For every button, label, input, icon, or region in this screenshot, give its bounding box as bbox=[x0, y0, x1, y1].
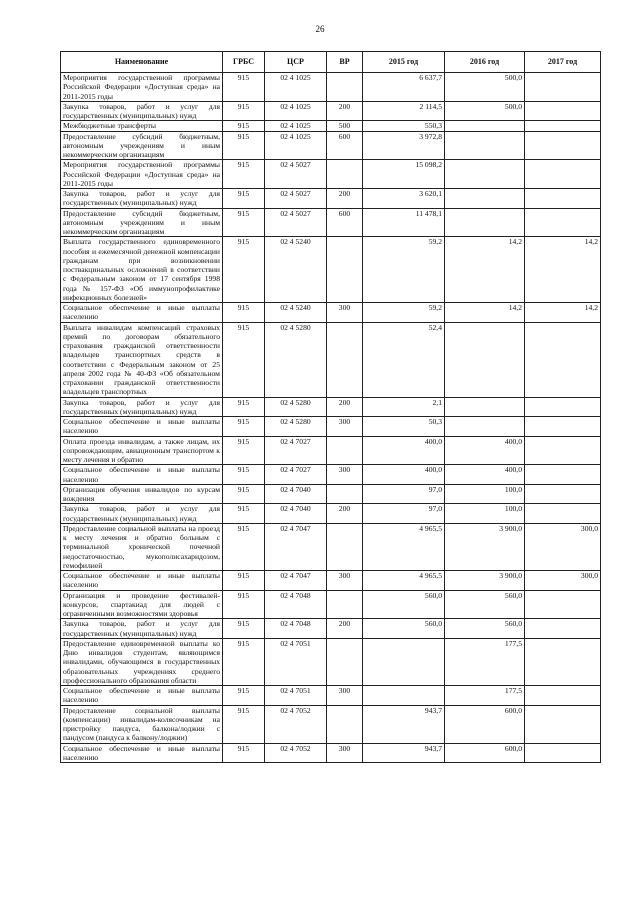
row-name: Оплата проезда инвалидам, а также лицам, их сопровождающим, авиационным транспортом к месту лечения и обратно bbox=[61, 436, 223, 465]
row-csr: 02 4 7048 bbox=[265, 619, 327, 639]
row-vr: 300 bbox=[327, 743, 363, 763]
row-csr: 02 4 5280 bbox=[265, 417, 327, 437]
row-grbs: 915 bbox=[223, 101, 265, 121]
row-grbs: 915 bbox=[223, 504, 265, 524]
table-row bbox=[61, 743, 601, 763]
table-row bbox=[61, 121, 601, 131]
row-grbs: 915 bbox=[223, 705, 265, 743]
row-csr: 02 4 7040 bbox=[265, 484, 327, 504]
table-row bbox=[61, 523, 601, 570]
row-2016: 14,2 bbox=[445, 303, 525, 323]
table-row bbox=[61, 303, 601, 323]
table-row bbox=[61, 73, 601, 102]
row-csr: 02 4 7051 bbox=[265, 686, 327, 706]
table-row bbox=[61, 189, 601, 209]
row-2017 bbox=[525, 131, 601, 160]
row-csr: 02 4 5027 bbox=[265, 208, 327, 237]
row-vr bbox=[327, 484, 363, 504]
row-vr: 300 bbox=[327, 465, 363, 485]
row-grbs: 915 bbox=[223, 638, 265, 685]
row-vr: 200 bbox=[327, 189, 363, 209]
table-row bbox=[61, 484, 601, 504]
row-2016 bbox=[445, 131, 525, 160]
row-2017: 14,2 bbox=[525, 303, 601, 323]
table-row bbox=[61, 160, 601, 189]
row-2017 bbox=[525, 73, 601, 102]
row-grbs: 915 bbox=[223, 131, 265, 160]
row-grbs: 915 bbox=[223, 571, 265, 591]
row-2016: 3 900,0 bbox=[445, 523, 525, 570]
row-csr: 02 4 7040 bbox=[265, 504, 327, 524]
table-row bbox=[61, 131, 601, 160]
row-name: Социальное обеспечение и иные выплаты населению bbox=[61, 417, 223, 437]
row-2017 bbox=[525, 417, 601, 437]
row-vr: 200 bbox=[327, 397, 363, 417]
table-row bbox=[61, 322, 601, 397]
row-grbs: 915 bbox=[223, 743, 265, 763]
row-2016: 177,5 bbox=[445, 686, 525, 706]
row-2017 bbox=[525, 101, 601, 121]
header-2015: 2015 год bbox=[363, 52, 445, 73]
row-name: Социальное обеспечение и иные выплаты населению bbox=[61, 303, 223, 323]
row-2016: 500,0 bbox=[445, 101, 525, 121]
row-grbs: 915 bbox=[223, 465, 265, 485]
row-grbs: 915 bbox=[223, 303, 265, 323]
row-vr: 600 bbox=[327, 208, 363, 237]
row-vr bbox=[327, 237, 363, 303]
table-row bbox=[61, 590, 601, 619]
row-csr: 02 4 7048 bbox=[265, 590, 327, 619]
row-grbs: 915 bbox=[223, 523, 265, 570]
row-vr bbox=[327, 322, 363, 397]
row-2015 bbox=[363, 686, 445, 706]
row-2017 bbox=[525, 590, 601, 619]
row-2017 bbox=[525, 397, 601, 417]
row-2015: 50,3 bbox=[363, 417, 445, 437]
row-2016 bbox=[445, 322, 525, 397]
row-2015: 3 972,8 bbox=[363, 131, 445, 160]
row-name: Социальное обеспечение и иные выплаты населению bbox=[61, 571, 223, 591]
row-2016: 177,5 bbox=[445, 638, 525, 685]
row-grbs: 915 bbox=[223, 121, 265, 131]
row-csr: 02 4 7052 bbox=[265, 705, 327, 743]
table-row bbox=[61, 619, 601, 639]
row-2016: 500,0 bbox=[445, 73, 525, 102]
row-2015: 97,0 bbox=[363, 484, 445, 504]
row-2015: 560,0 bbox=[363, 590, 445, 619]
row-vr: 300 bbox=[327, 571, 363, 591]
row-2017 bbox=[525, 743, 601, 763]
row-2015: 52,4 bbox=[363, 322, 445, 397]
row-2016 bbox=[445, 397, 525, 417]
row-2015: 3 620,1 bbox=[363, 189, 445, 209]
row-2017 bbox=[525, 465, 601, 485]
row-csr: 02 4 1025 bbox=[265, 73, 327, 102]
row-2017 bbox=[525, 322, 601, 397]
row-name: Мероприятия государственной программы Российской Федерации «Доступная среда» на 2011-2015 годы bbox=[61, 73, 223, 102]
row-grbs: 915 bbox=[223, 436, 265, 465]
row-2015: 59,2 bbox=[363, 237, 445, 303]
table-row bbox=[61, 686, 601, 706]
row-2016: 3 900,0 bbox=[445, 571, 525, 591]
row-2015: 15 098,2 bbox=[363, 160, 445, 189]
row-2015: 560,0 bbox=[363, 619, 445, 639]
row-vr bbox=[327, 638, 363, 685]
table-row bbox=[61, 436, 601, 465]
row-2016: 560,0 bbox=[445, 619, 525, 639]
row-2017 bbox=[525, 160, 601, 189]
row-2016 bbox=[445, 160, 525, 189]
row-name: Организация обучения инвалидов по курсам вождения bbox=[61, 484, 223, 504]
budget-table bbox=[60, 51, 601, 763]
row-vr: 200 bbox=[327, 101, 363, 121]
table-row bbox=[61, 638, 601, 685]
row-2017: 14,2 bbox=[525, 237, 601, 303]
row-2017 bbox=[525, 436, 601, 465]
row-2015: 400,0 bbox=[363, 465, 445, 485]
row-2017: 300,0 bbox=[525, 523, 601, 570]
row-name: Закупка товаров, работ и услуг для государственных (муниципальных) нужд bbox=[61, 397, 223, 417]
row-vr bbox=[327, 523, 363, 570]
row-vr: 200 bbox=[327, 504, 363, 524]
header-csr: ЦСР bbox=[265, 52, 327, 73]
row-csr: 02 4 1025 bbox=[265, 121, 327, 131]
row-vr bbox=[327, 73, 363, 102]
table-row bbox=[61, 705, 601, 743]
row-2016: 560,0 bbox=[445, 590, 525, 619]
row-name: Социальное обеспечение и иные выплаты населению bbox=[61, 686, 223, 706]
row-csr: 02 4 7047 bbox=[265, 571, 327, 591]
row-vr: 300 bbox=[327, 417, 363, 437]
row-grbs: 915 bbox=[223, 686, 265, 706]
row-2015: 97,0 bbox=[363, 504, 445, 524]
row-2016: 400,0 bbox=[445, 436, 525, 465]
row-2017 bbox=[525, 504, 601, 524]
row-2016: 100,0 bbox=[445, 504, 525, 524]
row-csr: 02 4 5280 bbox=[265, 397, 327, 417]
row-vr: 300 bbox=[327, 303, 363, 323]
row-2017 bbox=[525, 208, 601, 237]
row-grbs: 915 bbox=[223, 590, 265, 619]
row-2017 bbox=[525, 705, 601, 743]
header-grbs: ГРБС bbox=[223, 52, 265, 73]
row-2015: 943,7 bbox=[363, 743, 445, 763]
row-2015 bbox=[363, 638, 445, 685]
header-name: Наименование bbox=[61, 52, 223, 73]
row-grbs: 915 bbox=[223, 237, 265, 303]
row-csr: 02 4 7051 bbox=[265, 638, 327, 685]
row-csr: 02 4 7027 bbox=[265, 465, 327, 485]
row-2017 bbox=[525, 189, 601, 209]
row-2016 bbox=[445, 189, 525, 209]
table-header-row bbox=[61, 52, 601, 73]
row-2015: 59,2 bbox=[363, 303, 445, 323]
row-vr: 600 bbox=[327, 131, 363, 160]
table-row bbox=[61, 101, 601, 121]
table-row bbox=[61, 237, 601, 303]
row-grbs: 915 bbox=[223, 73, 265, 102]
row-grbs: 915 bbox=[223, 484, 265, 504]
row-vr bbox=[327, 590, 363, 619]
row-csr: 02 4 5027 bbox=[265, 189, 327, 209]
row-name: Организация и проведение фестивалей-конкурсов, спартакиад для людей с ограниченными возможностями здоровья bbox=[61, 590, 223, 619]
row-csr: 02 4 5240 bbox=[265, 237, 327, 303]
row-2016 bbox=[445, 121, 525, 131]
header-2017: 2017 год bbox=[525, 52, 601, 73]
row-vr: 500 bbox=[327, 121, 363, 131]
row-vr bbox=[327, 160, 363, 189]
row-csr: 02 4 5280 bbox=[265, 322, 327, 397]
row-name: Закупка товаров, работ и услуг для государственных (муниципальных) нужд bbox=[61, 619, 223, 639]
row-vr bbox=[327, 705, 363, 743]
row-csr: 02 4 7052 bbox=[265, 743, 327, 763]
table-row bbox=[61, 465, 601, 485]
row-grbs: 915 bbox=[223, 208, 265, 237]
row-2016 bbox=[445, 208, 525, 237]
row-2015: 4 965,5 bbox=[363, 523, 445, 570]
row-name: Предоставление субсидий бюджетным, автономным учреждениям и иным некоммерческим организациям bbox=[61, 208, 223, 237]
row-2016 bbox=[445, 417, 525, 437]
row-name: Предоставление субсидий бюджетным, автономным учреждениям и иным некоммерческим организациям bbox=[61, 131, 223, 160]
row-2015: 11 478,1 bbox=[363, 208, 445, 237]
table-row bbox=[61, 208, 601, 237]
table-row bbox=[61, 571, 601, 591]
row-csr: 02 4 1025 bbox=[265, 131, 327, 160]
row-name: Закупка товаров, работ и услуг для государственных (муниципальных) нужд bbox=[61, 189, 223, 209]
row-2017 bbox=[525, 638, 601, 685]
header-2016: 2016 год bbox=[445, 52, 525, 73]
row-2017 bbox=[525, 686, 601, 706]
row-name: Закупка товаров, работ и услуг для государственных (муниципальных) нужд bbox=[61, 504, 223, 524]
row-2015: 550,3 bbox=[363, 121, 445, 131]
row-vr bbox=[327, 436, 363, 465]
row-grbs: 915 bbox=[223, 417, 265, 437]
row-name: Выплата инвалидам компенсаций страховых премий по договорам обязательного страхования гражданской ответственности владельцев транспортных средств в соответствии с Федеральным законом от 25 апреля 2002 года № 40-ФЗ «Об обязательном страховании гражданской ответственности владельцев транспортных bbox=[61, 322, 223, 397]
row-2015: 6 637,7 bbox=[363, 73, 445, 102]
row-2015: 2 114,5 bbox=[363, 101, 445, 121]
row-2017: 300,0 bbox=[525, 571, 601, 591]
row-2017 bbox=[525, 619, 601, 639]
table-row bbox=[61, 504, 601, 524]
row-2017 bbox=[525, 484, 601, 504]
row-2016: 100,0 bbox=[445, 484, 525, 504]
row-name: Социальное обеспечение и иные выплаты населению bbox=[61, 465, 223, 485]
row-vr: 300 bbox=[327, 686, 363, 706]
row-2015: 943,7 bbox=[363, 705, 445, 743]
row-name: Закупка товаров, работ и услуг для государственных (муниципальных) нужд bbox=[61, 101, 223, 121]
row-2015: 400,0 bbox=[363, 436, 445, 465]
row-csr: 02 4 7047 bbox=[265, 523, 327, 570]
row-csr: 02 4 5027 bbox=[265, 160, 327, 189]
row-2015: 2,1 bbox=[363, 397, 445, 417]
row-2016: 600,0 bbox=[445, 705, 525, 743]
table-row bbox=[61, 397, 601, 417]
page-number: 26 bbox=[315, 24, 325, 34]
row-grbs: 915 bbox=[223, 160, 265, 189]
row-vr: 200 bbox=[327, 619, 363, 639]
row-name: Предоставление социальной выплаты (компенсации) инвалидам-колясочникам на пристройку пандуса, балкона/лоджии с пандусом (пандуса к балкону/лоджии) bbox=[61, 705, 223, 743]
row-name: Предоставление единовременной выплаты ко Дню инвалидов студентам, являющимся инвалидами, обучающимся в государственных образовательных учреждениях среднего профессионального образования области bbox=[61, 638, 223, 685]
row-2016: 600,0 bbox=[445, 743, 525, 763]
row-name: Выплата государственного единовременного пособия и ежемесячной денежной компенсации гражданам при возникновении поствакцинальных осложнений в соответствии с Федеральным законом от 17 сентября 1998 года № 157-ФЗ «Об иммунопрофилактике инфекционных болезней» bbox=[61, 237, 223, 303]
row-name: Социальное обеспечение и иные выплаты населению bbox=[61, 743, 223, 763]
row-2016: 400,0 bbox=[445, 465, 525, 485]
row-grbs: 915 bbox=[223, 322, 265, 397]
header-vr: ВР bbox=[327, 52, 363, 73]
row-csr: 02 4 7027 bbox=[265, 436, 327, 465]
row-2017 bbox=[525, 121, 601, 131]
row-2015: 4 965,5 bbox=[363, 571, 445, 591]
row-2016: 14,2 bbox=[445, 237, 525, 303]
row-csr: 02 4 5240 bbox=[265, 303, 327, 323]
table-row bbox=[61, 417, 601, 437]
row-csr: 02 4 1025 bbox=[265, 101, 327, 121]
row-name: Предоставление социальной выплаты на проезд к месту лечения и обратно больным с терминальной хронической почечной недостаточностью, мукополисахаридозом, гемофилией bbox=[61, 523, 223, 570]
row-grbs: 915 bbox=[223, 619, 265, 639]
row-name: Межбюджетные трансферты bbox=[61, 121, 223, 131]
row-grbs: 915 bbox=[223, 189, 265, 209]
row-grbs: 915 bbox=[223, 397, 265, 417]
row-name: Мероприятия государственной программы Российской Федерации «Доступная среда» на 2011-2015 годы bbox=[61, 160, 223, 189]
